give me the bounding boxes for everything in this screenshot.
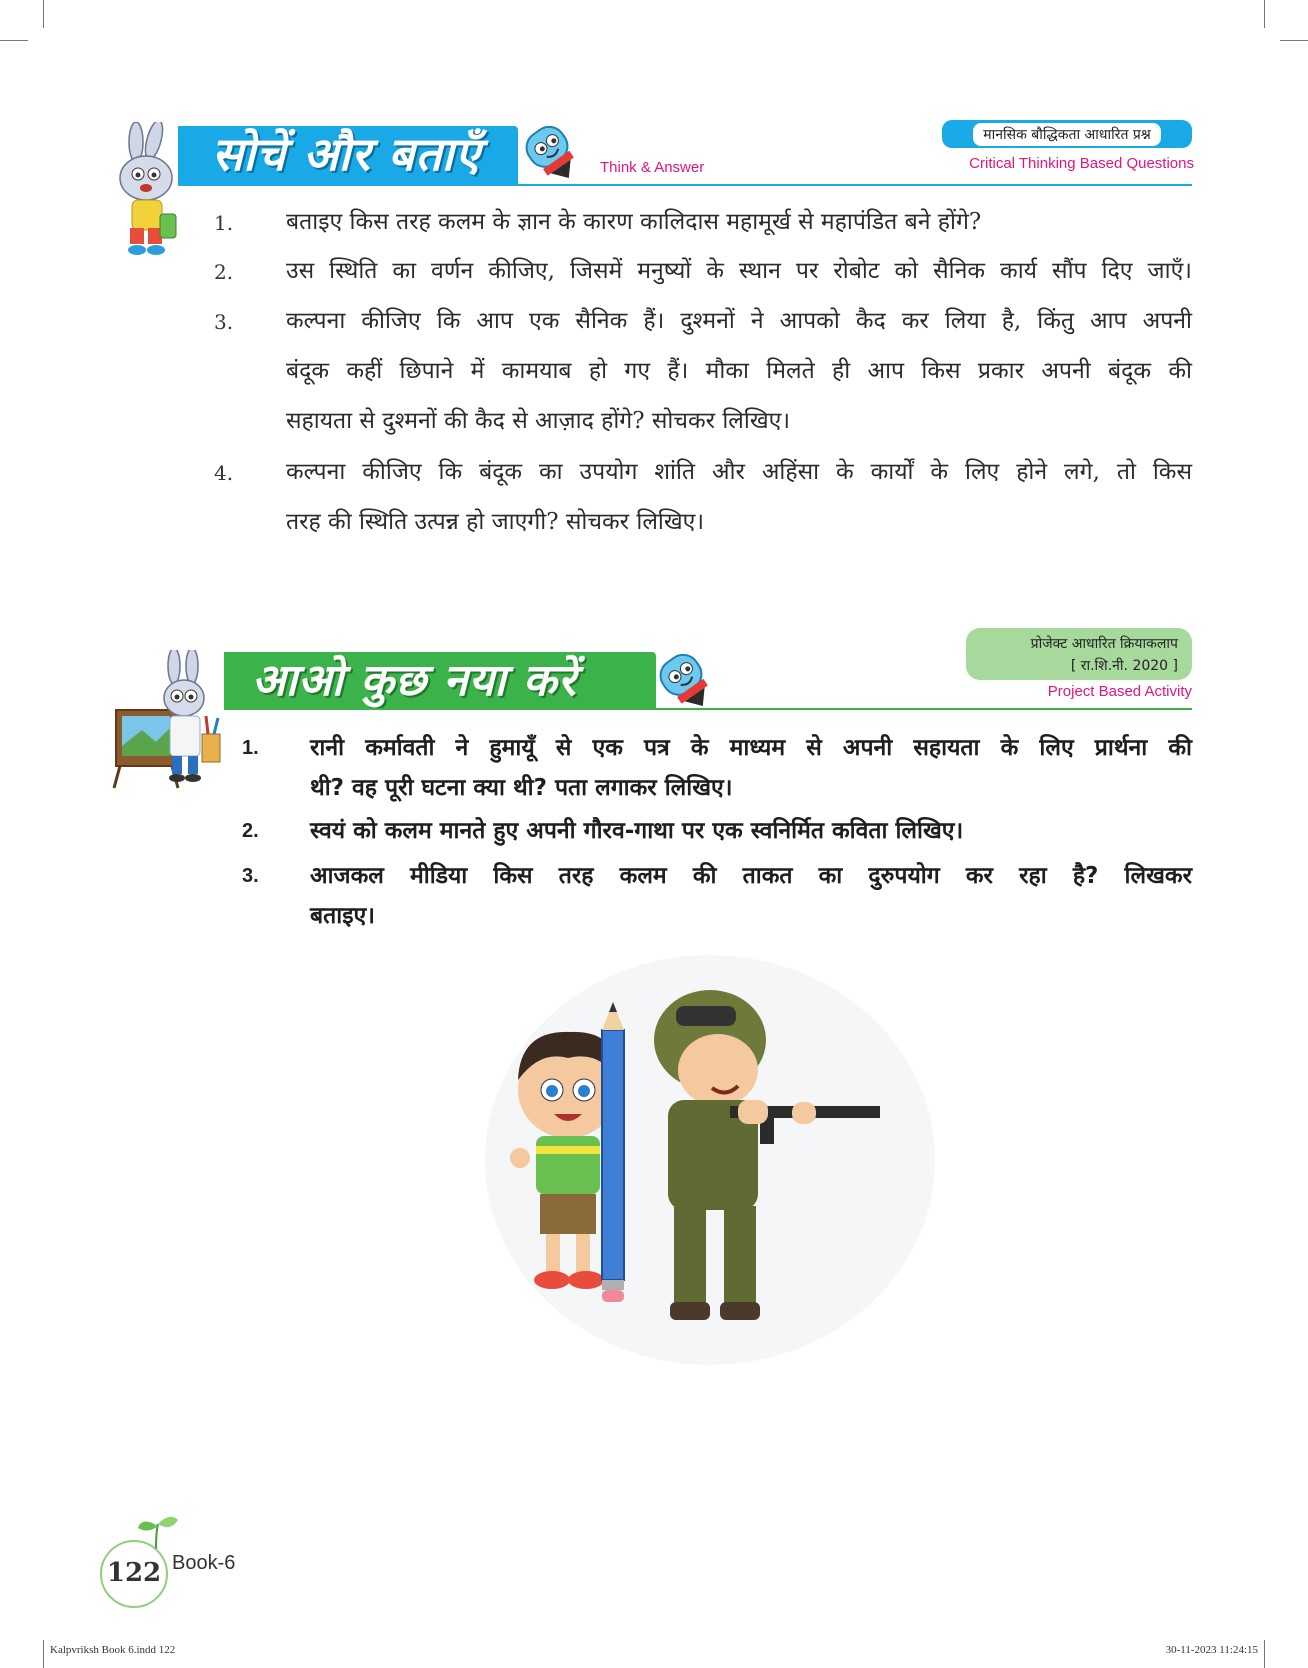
section2-tag-pill [966, 628, 1192, 680]
question-text: बताइए किस तरह कलम के ज्ञान के कारण कालिदास महामूर्ख से महापंडित बने होंगे? [286, 209, 982, 235]
rabbit-thinking-icon [108, 122, 188, 262]
boy-and-soldier-illustration [480, 950, 940, 1370]
activity-text: आजकल मीडिया किस तरह कलम की ताकत का दुरुपयोग कर रहा है? लिखकर [310, 863, 1192, 889]
question-text: कल्पना कीजिए कि बंदूक का उपयोग शांति और अहिंसा के कार्यों के लिए होने लगे, तो किस [286, 459, 1192, 485]
question-text: उस स्थिति का वर्णन कीजिए, जिसमें मनुष्यों के स्थान पर रोबोट को सैनिक कार्य सौंप दिए जाएँ। [286, 258, 1192, 284]
activity-number: 1. [242, 737, 259, 759]
section1-tag-pill [942, 120, 1192, 148]
section1-subtitle: Think & Answer [600, 159, 705, 176]
crop-mark [43, 1640, 44, 1668]
section1-tag-hindi: मानसिक बौद्धिकता आधारित प्रश्न [973, 123, 1161, 146]
activity-text: थी? वह पूरी घटना क्या थी? पता लगाकर लिखिए। [310, 775, 733, 801]
activity-text: रानी कर्मावती ने हुमायूँ से एक पत्र के माध्यम से अपनी सहायता के लिए प्रार्थना की [310, 735, 1192, 761]
activity-text: बताइए। [310, 903, 375, 929]
pencil-mascot-icon [648, 640, 724, 710]
question-number: 2. [214, 260, 234, 284]
crop-mark [1264, 1640, 1265, 1668]
activity-text: स्वयं को कलम मानते हुए अपनी गौरव-गाथा पर एक स्वनिर्मित कविता लिखिए। [310, 818, 964, 844]
activity-number: 3. [242, 865, 259, 887]
print-slug-right: 30-11-2023 11:24:15 [1165, 1644, 1258, 1656]
question-text: कल्पना कीजिए कि आप एक सैनिक हैं। दुश्मनों ने आपको कैद कर लिया है, किंतु आप अपनी [286, 308, 1192, 334]
book-label: Book-6 [172, 1552, 236, 1574]
question-text: तरह की स्थिति उत्पन्न हो जाएगी? सोचकर लिखिए। [286, 509, 705, 535]
question-number: 4. [214, 461, 234, 485]
question-text: सहायता से दुश्मनों की कैद से आज़ाद होंगे? सोचकर लिखिए। [286, 408, 791, 434]
crop-mark [1280, 40, 1308, 41]
print-slug-left: Kalpvriksh Book 6.indd 122 [50, 1644, 176, 1656]
rabbit-painter-icon [112, 650, 224, 790]
section2-tag-reference: [ रा.शि.नी. 2020 ] [1070, 658, 1178, 674]
question-text: बंदूक कहीं छिपाने में कामयाब हो गए हैं। मौका मिलते ही आप किस प्रकार अपनी बंदूक की [286, 358, 1192, 384]
crop-mark [43, 0, 44, 28]
page-number: 122 [106, 1558, 162, 1588]
section1-title: सोचें और बताएँ [212, 127, 481, 181]
section2-tag-hindi: प्रोजेक्ट आधारित क्रियाकलाप [1030, 636, 1178, 652]
section1-tag-english: Critical Thinking Based Questions [969, 155, 1194, 172]
section2-rule [224, 708, 1192, 710]
pencil-mascot-icon [514, 112, 590, 182]
section2-tag-english: Project Based Activity [1047, 683, 1192, 700]
question-number: 3. [214, 310, 234, 334]
activity-number: 2. [242, 820, 259, 842]
section1-rule [178, 184, 1192, 186]
crop-mark [0, 40, 28, 41]
question-number: 1. [214, 211, 234, 235]
section2-title: आओ कुछ नया करें [252, 655, 577, 706]
crop-mark [1264, 0, 1265, 28]
